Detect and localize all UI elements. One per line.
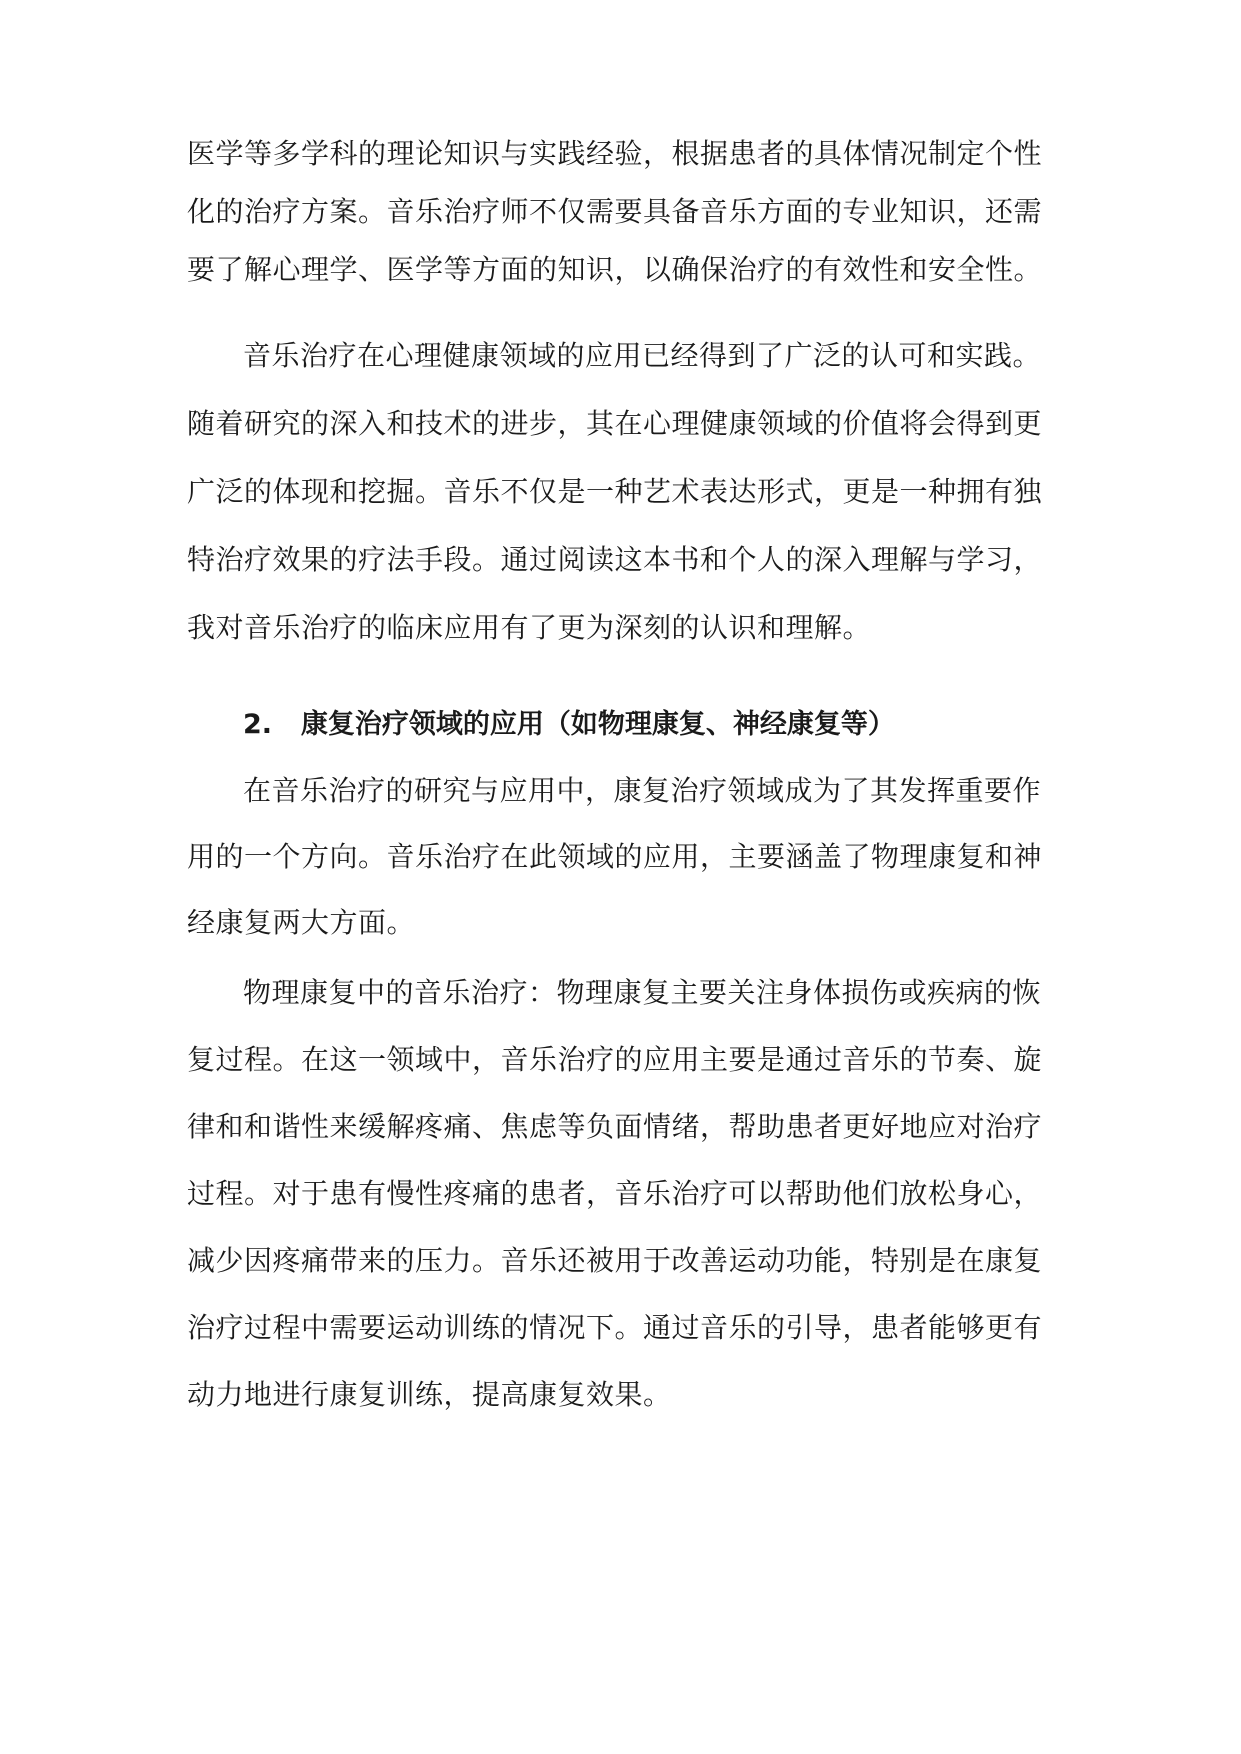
text-line: 在音乐治疗的研究与应用中，康复治疗领域成为了其发挥重要作 bbox=[243, 774, 1042, 807]
text-line: 经康复两大方面。 bbox=[187, 906, 416, 939]
paragraph-continuation bbox=[187, 125, 1055, 299]
text-line: 减少因疼痛带来的压力。音乐还被用于改善运动功能，特别是在康复 bbox=[187, 1244, 1043, 1277]
text-line: 广泛的体现和挖掘。音乐不仅是一种艺术表达形式，更是一种拥有独 bbox=[187, 475, 1043, 508]
section-title: 康复治疗领域的应用（如物理康复、神经康复等） bbox=[300, 709, 895, 740]
text-line: 我对音乐治疗的临床应用有了更为深刻的认识和理解。 bbox=[187, 611, 872, 644]
text-line: 治疗过程中需要运动训练的情况下。通过音乐的引导，患者能够更有 bbox=[187, 1311, 1043, 1344]
paragraph-physical-rehab bbox=[187, 964, 1055, 1424]
text-line: 化的治疗方案。音乐治疗师不仅需要具备音乐方面的专业知识，还需 bbox=[187, 195, 1043, 228]
paragraph-intro bbox=[187, 762, 1055, 952]
text-line: 要了解心理学、医学等方面的知识，以确保治疗的有效性和安全性。 bbox=[187, 253, 1043, 286]
paragraph-summary bbox=[187, 327, 1055, 657]
section-number: 2. bbox=[243, 709, 273, 740]
text-line: 物理康复中的音乐治疗：物理康复主要关注身体损伤或疾病的恢 bbox=[243, 976, 1042, 1009]
text-line: 律和和谐性来缓解疼痛、焦虑等负面情绪，帮助患者更好地应对治疗 bbox=[187, 1110, 1043, 1143]
text-line: 复过程。在这一领域中，音乐治疗的应用主要是通过音乐的节奏、旋 bbox=[187, 1043, 1043, 1076]
text-line: 过程。对于患有慢性疼痛的患者，音乐治疗可以帮助他们放松身心， bbox=[187, 1177, 1043, 1210]
text-line: 医学等多学科的理论知识与实践经验，根据患者的具体情况制定个性 bbox=[187, 137, 1043, 170]
text-line: 随着研究的深入和技术的进步，其在心理健康领域的价值将会得到更 bbox=[187, 407, 1043, 440]
text-line: 特治疗效果的疗法手段。通过阅读这本书和个人的深入理解与学习， bbox=[187, 543, 1043, 576]
section-heading bbox=[243, 696, 1055, 754]
text-line: 用的一个方向。音乐治疗在此领域的应用，主要涵盖了物理康复和神 bbox=[187, 840, 1043, 873]
text-line: 动力地进行康复训练，提高康复效果。 bbox=[187, 1378, 672, 1411]
text-line: 音乐治疗在心理健康领域的应用已经得到了广泛的认可和实践。 bbox=[243, 339, 1042, 372]
